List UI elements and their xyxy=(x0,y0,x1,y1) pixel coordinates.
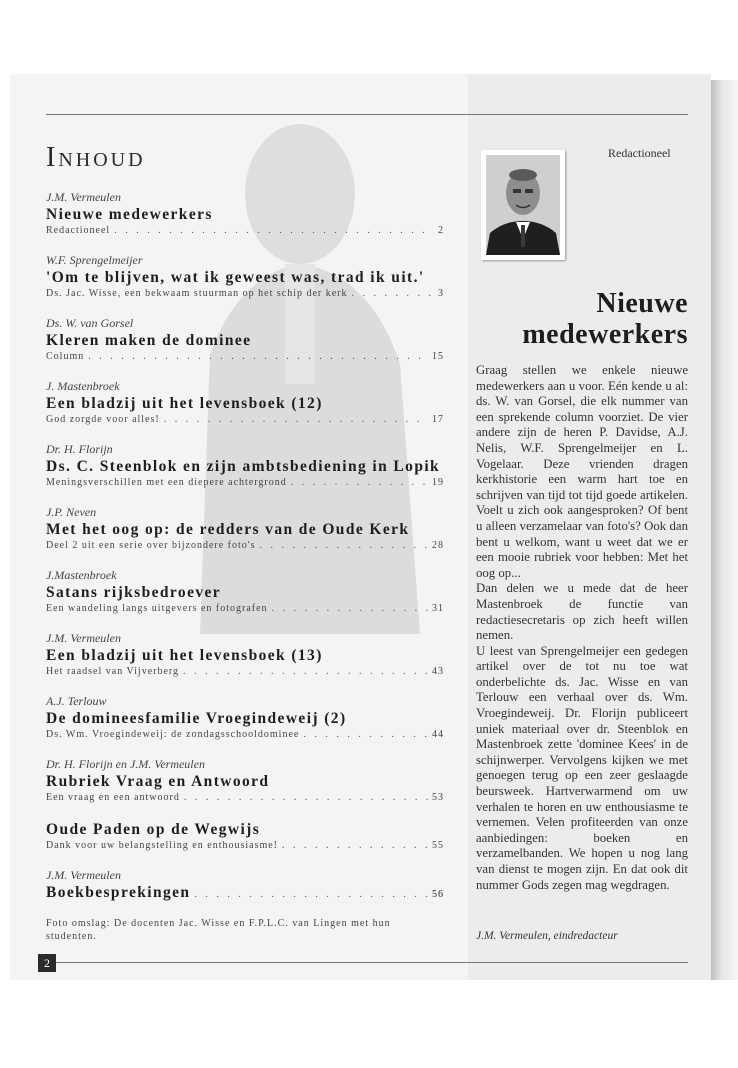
editorial-body xyxy=(476,363,688,893)
toc-entry-title: Boekbesprekingen xyxy=(46,884,191,901)
editorial-title-line2: medewerkers xyxy=(522,319,688,350)
toc-entry[interactable] xyxy=(46,568,444,616)
toc-entry[interactable] xyxy=(46,379,444,427)
dot-leader xyxy=(194,889,428,900)
toc-entry-author: A.J. Terlouw xyxy=(46,694,107,708)
toc-entry-page: 2 xyxy=(438,225,444,236)
section-label: Redactioneel xyxy=(608,146,671,160)
toc-entry-title: Ds. C. Steenblok en zijn ambtsbediening in Lopik xyxy=(46,458,441,475)
toc-entry-subtitle: Deel 2 uit een serie over bijzondere foto's xyxy=(46,540,256,551)
toc-entry-author: Ds. W. van Gorsel xyxy=(46,316,134,330)
editorial-signature: J.M. Vermeulen, eindredacteur xyxy=(476,930,618,942)
toc-entry-page: 56 xyxy=(432,889,444,900)
toc-entry[interactable] xyxy=(46,820,444,853)
toc-entry-author: W.F. Sprengelmeijer xyxy=(46,253,143,267)
toc-entry-title: Oude Paden op de Wegwijs xyxy=(46,821,261,838)
toc-entry-subtitle: Redactioneel xyxy=(46,225,111,236)
dot-leader xyxy=(184,791,428,805)
toc-entry-subtitle: Een vraag en een antwoord xyxy=(46,792,180,803)
toc-entry-subtitle: God zorgde voor alles! xyxy=(46,414,160,425)
dot-leader xyxy=(303,728,428,742)
editor-portrait-photo xyxy=(481,150,565,260)
dot-leader xyxy=(282,839,428,853)
page-number: 2 xyxy=(38,954,56,972)
toc-entry-title: Satans rijksbedroever xyxy=(46,584,222,601)
dot-leader xyxy=(291,476,428,490)
table-of-contents xyxy=(46,190,444,943)
toc-entry-subtitle: Dank voor uw belangstelling en enthousiasme! xyxy=(46,840,279,851)
editorial-paragraph: Graag stellen we enkele nieuwe medewerkers aan u voor. Eén kende u al: ds. W. van Gorsel, die elk nummer van een sprekende column voorziet. De vier andere zijn de heren P. Davidse, A.J. Nelis, W.F. Sprengelmeijer en L. Vogelaar. Deze vrienden dragen kerkhistorie een warm hart toe en schrijven van tijd tot tijd goede artikelen. Voelt u zich ook aangesproken? Of bent u alleen verzamelaar van foto's? Ook dan bent u welkom, want u weet dat we er een mooie rubriek voor hebben: Met het oog op... xyxy=(476,363,688,580)
toc-entry-author: Dr. H. Florijn xyxy=(46,442,113,456)
toc-entry-title: Kleren maken de dominee xyxy=(46,332,252,349)
dot-leader xyxy=(272,602,428,616)
toc-entry-subtitle: Ds. Jac. Wisse, een bekwaam stuurman op het schip der kerk xyxy=(46,288,348,299)
toc-entry-title: Een bladzij uit het levensboek (12) xyxy=(46,395,323,412)
toc-entry[interactable] xyxy=(46,190,444,238)
toc-entry-page: 17 xyxy=(432,414,444,425)
toc-entry-title: Rubriek Vraag en Antwoord xyxy=(46,773,270,790)
page-edge-shadow xyxy=(711,80,738,980)
toc-entry-subtitle: Het raadsel van Vijverberg xyxy=(46,666,180,677)
toc-entry-subtitle: Column xyxy=(46,351,85,362)
dot-leader xyxy=(88,350,428,364)
editorial-paragraph: Dan delen we u mede dat de heer Mastenbroek de functie van redactiesecretaris op zich heeft willen nemen. xyxy=(476,581,688,643)
toc-entry-page: 19 xyxy=(432,477,444,488)
toc-entry-page: 43 xyxy=(432,666,444,677)
dot-leader xyxy=(114,224,434,238)
toc-entry[interactable] xyxy=(46,442,444,490)
toc-entry-page: 53 xyxy=(432,792,444,803)
toc-entry-title: Nieuwe medewerkers xyxy=(46,206,213,223)
toc-heading: Inhoud xyxy=(46,142,146,173)
toc-entry-title: 'Om te blijven, wat ik geweest was, trad ik uit.' xyxy=(46,269,425,286)
bottom-rule xyxy=(56,962,688,963)
cover-photo-caption: Foto omslag: De docenten Jac. Wisse en F.P.L.C. van Lingen met hun studenten. xyxy=(46,918,391,942)
top-rule xyxy=(46,114,688,115)
toc-entry-page: 3 xyxy=(438,288,444,299)
toc-entry-author: J.P. Neven xyxy=(46,505,97,519)
toc-entry[interactable] xyxy=(46,505,444,553)
dot-leader xyxy=(352,287,434,301)
toc-entry-page: 28 xyxy=(432,540,444,551)
toc-entry-author: J.M. Vermeulen xyxy=(46,190,121,204)
toc-entry-page: 31 xyxy=(432,603,444,614)
editorial-title-line1: Nieuwe xyxy=(596,288,688,319)
magazine-page xyxy=(10,74,711,980)
toc-entry[interactable] xyxy=(46,757,444,805)
toc-entry[interactable] xyxy=(46,631,444,679)
toc-entry-subtitle: Ds. Wm. Vroegindeweij: de zondagsschooldominee xyxy=(46,729,300,740)
editorial-paragraph: U leest van Sprengelmeijer een gedegen artikel over de tot nu toe wat onderbelichte ds. Jac. Wisse en van Terlouw een verhaal over ds. Wm. Vroegindeweij. Dr. Florijn publiceert uniek materiaal over dr. Steenblok en Mastenbroek zette 'dominee Kees' in de schijnwerper. Vervolgens kijken we met genoegen terug op een zeer geslaagde beursweek. Hartverwarmend om uw verhalen te horen en uw enthousiasme te vernemen. Velen profiteerden van onze aanbiedingen: boeken en verzamelbanden. We hopen u nog lang van dienst te mogen zijn. En dat ook dit nummer Gods zegen mag wegdragen. xyxy=(476,643,688,892)
dot-leader xyxy=(183,665,428,679)
toc-entry-page: 15 xyxy=(432,351,444,362)
toc-entry-title: Met het oog op: de redders van de Oude Kerk xyxy=(46,521,410,538)
toc-entry-author: J. Mastenbroek xyxy=(46,379,120,393)
toc-entry-title: Een bladzij uit het levensboek (13) xyxy=(46,647,323,664)
toc-entry[interactable] xyxy=(46,868,444,902)
toc-entry-author: Dr. H. Florijn en J.M. Vermeulen xyxy=(46,757,205,771)
toc-entry[interactable] xyxy=(46,253,444,301)
toc-entry-author: J.Mastenbroek xyxy=(46,568,117,582)
toc-entry-subtitle: Meningsverschillen met een diepere achtergrond xyxy=(46,477,287,488)
editorial-title xyxy=(480,288,688,350)
toc-entry[interactable] xyxy=(46,316,444,364)
toc-entry-author: J.M. Vermeulen xyxy=(46,631,121,645)
toc-entry-page: 44 xyxy=(432,729,444,740)
toc-entry-title: De domineesfamilie Vroegindeweij (2) xyxy=(46,710,347,727)
toc-entry-page: 55 xyxy=(432,840,444,851)
toc-entry-author: J.M. Vermeulen xyxy=(46,868,121,882)
dot-leader xyxy=(259,539,428,553)
toc-entry[interactable] xyxy=(46,694,444,742)
toc-entry-subtitle: Een wandeling langs uitgevers en fotografen xyxy=(46,603,268,614)
dot-leader xyxy=(164,413,428,427)
